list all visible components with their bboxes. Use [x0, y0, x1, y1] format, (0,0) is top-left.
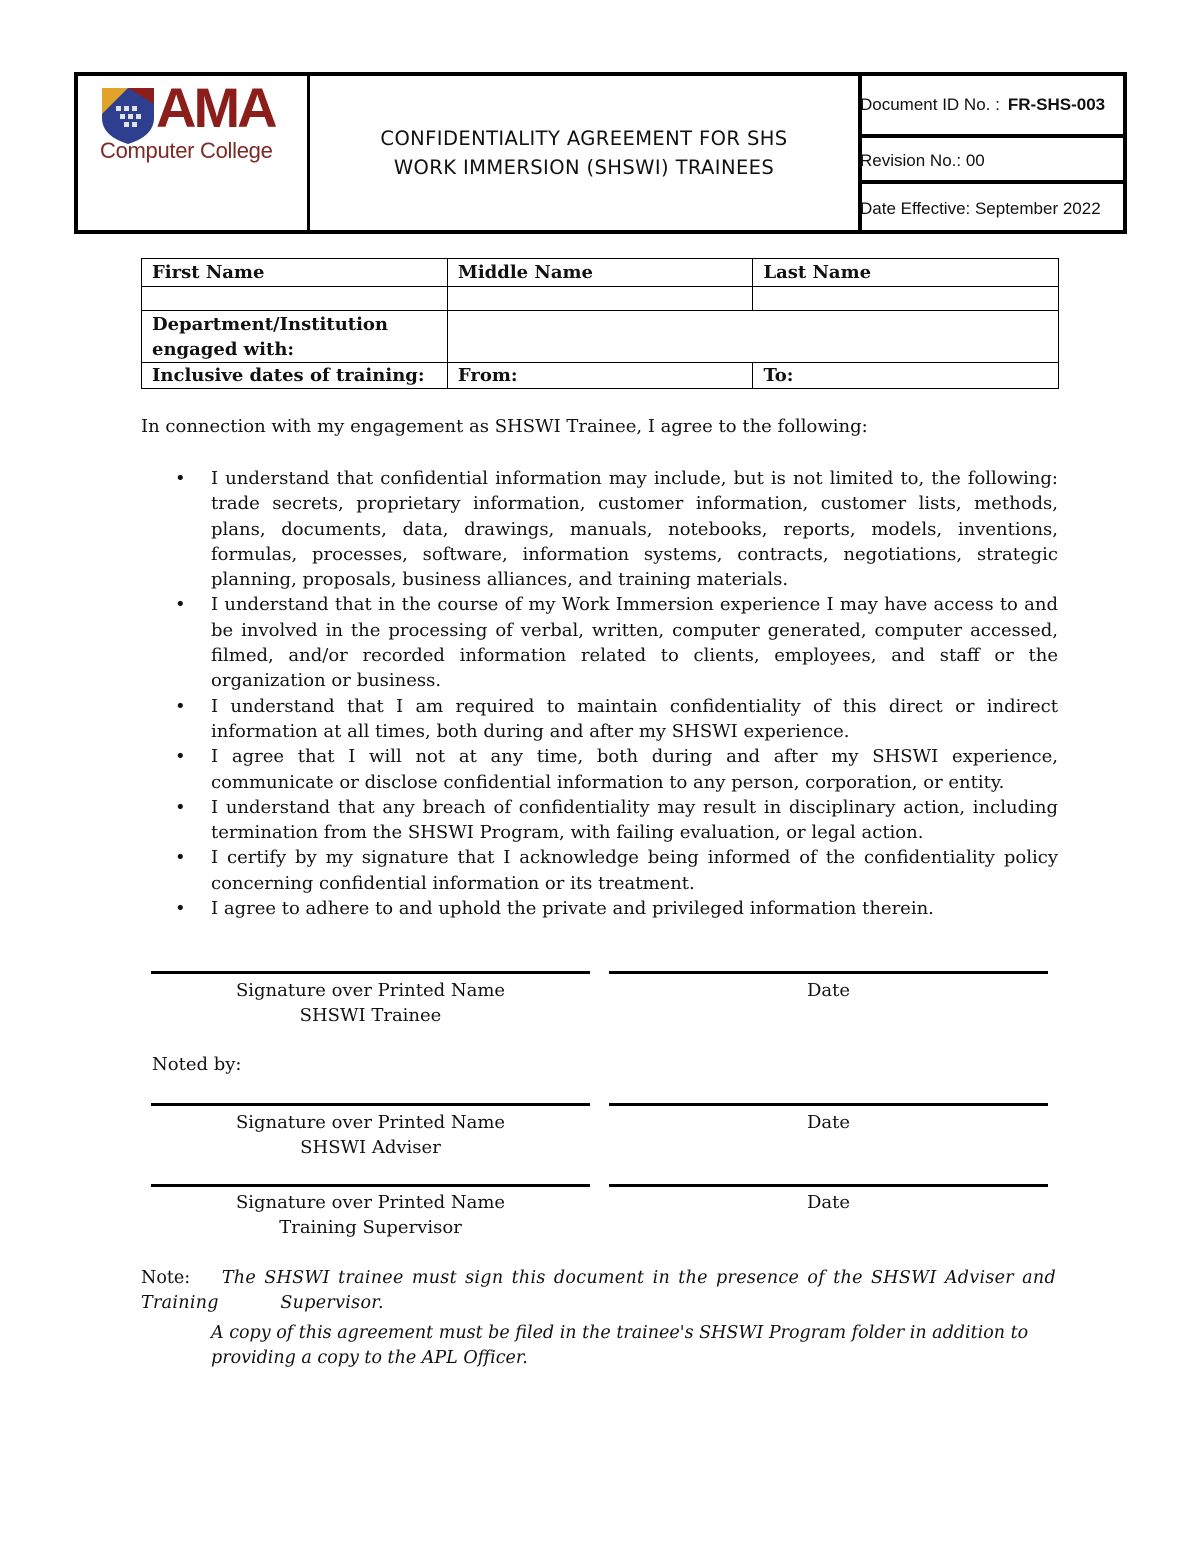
- first-name-label: First Name: [142, 259, 448, 287]
- list-item: • I understand that I am required to maintain confidentiality of this direct or indirect information at all times, both during and after my SHSWI experience.: [141, 694, 1058, 745]
- signature-label: Signature over Printed Name: [235, 1112, 506, 1133]
- trainee-signature-line[interactable]: [151, 971, 590, 974]
- first-name-field[interactable]: [142, 287, 448, 311]
- note-line-1-end: Supervisor.: [280, 1293, 384, 1313]
- list-item: • I agree to adhere to and uphold the private and privileged information therein.: [141, 896, 1058, 921]
- document-id-row: [858, 76, 1123, 138]
- supervisor-signature-caption: [151, 1190, 590, 1240]
- note-line-1: The SHSWI trainee must sign this document in the presence of the SHSWI Adviser and Training: [141, 1268, 1056, 1313]
- adviser-date-caption: Date: [806, 1112, 851, 1133]
- document-header: [74, 72, 1127, 234]
- supervisor-date-caption: Date: [806, 1192, 851, 1213]
- supervisor-signature-line[interactable]: [151, 1184, 590, 1187]
- signature-label: Signature over Printed Name: [235, 980, 506, 1001]
- document-meta: [858, 76, 1123, 230]
- trainee-date-caption: Date: [806, 980, 851, 1001]
- logo-subtitle: Computer College: [100, 138, 273, 163]
- dates-label: Inclusive dates of training:: [142, 363, 448, 389]
- logo-brand: AMA: [156, 76, 275, 139]
- trainee-role: SHSWI Trainee: [299, 1005, 442, 1026]
- from-field[interactable]: From:: [447, 363, 753, 389]
- trainee-date-line[interactable]: [609, 971, 1048, 974]
- document-id-label: Document ID No. :: [860, 95, 1000, 114]
- list-item: • I certify by my signature that I acknowledge being informed of the confidentiality policy concerning confidential information or its treatment.: [141, 845, 1058, 896]
- title-line-2: WORK IMMERSION (SHSWI) TRAINEES: [393, 156, 775, 179]
- date-effective-row: Date Effective: September 2022: [860, 199, 1101, 218]
- adviser-signature-caption: [151, 1110, 590, 1160]
- note-label: Note:: [141, 1268, 191, 1288]
- middle-name-label: Middle Name: [447, 259, 753, 287]
- last-name-label: Last Name: [753, 259, 1059, 287]
- department-label: Department/Institution engaged with:: [142, 311, 448, 363]
- list-item: • I understand that confidential information may include, but is not limited to, the following: trade secrets, proprietary information, customer information, customer lists, methods, plans, documents, data, drawings, manuals, notebooks, reports, models, inventions, formulas, processes, software, information systems, contracts, negotiations, strategic planning, proposals, business alliances, and training materials.: [141, 466, 1058, 592]
- middle-name-field[interactable]: [447, 287, 753, 311]
- logo-cell: [78, 76, 310, 230]
- trainee-info-table: [141, 258, 1059, 389]
- list-item: • I understand that in the course of my Work Immersion experience I may have access to and be involved in the processing of verbal, written, computer generated, computer accessed, filmed, and/or recorded information related to clients, employees, and staff or the organization or business.: [141, 592, 1058, 693]
- supervisor-date-line[interactable]: [609, 1184, 1048, 1187]
- adviser-date-line[interactable]: [609, 1103, 1048, 1106]
- terms-list: [141, 466, 1058, 921]
- note-line-2: A copy of this agreement must be filed in the trainee's SHSWI Program folder in addition to providing a copy to the APL Officer.: [211, 1323, 1029, 1368]
- list-item: • I agree that I will not at any time, both during and after my SHSWI experience, communicate or disclose confidential information to any person, corporation, or entity.: [141, 744, 1058, 795]
- signature-label: Signature over Printed Name: [235, 1192, 506, 1213]
- intro-text: In connection with my engagement as SHSWI Trainee, I agree to the following:: [141, 416, 868, 437]
- adviser-signature-line[interactable]: [151, 1103, 590, 1106]
- supervisor-role: Training Supervisor: [279, 1217, 462, 1238]
- document-id-value: FR-SHS-003: [1007, 95, 1106, 114]
- title-line-1: CONFIDENTIALITY AGREEMENT FOR SHS: [380, 127, 788, 150]
- revision-row: Revision No.: 00: [858, 142, 1123, 184]
- trainee-signature-caption: [151, 978, 590, 1028]
- department-field[interactable]: [447, 311, 1058, 363]
- note-paragraph: [141, 1266, 1056, 1316]
- list-item: • I understand that any breach of confidentiality may result in disciplinary action, including termination from the SHSWI Program, with failing evaluation, or legal action.: [141, 795, 1058, 846]
- noted-by-label: Noted by:: [152, 1054, 242, 1075]
- last-name-field[interactable]: [753, 287, 1059, 311]
- to-field[interactable]: To:: [753, 363, 1059, 389]
- adviser-role: SHSWI Adviser: [300, 1137, 441, 1158]
- document-title: [310, 76, 862, 230]
